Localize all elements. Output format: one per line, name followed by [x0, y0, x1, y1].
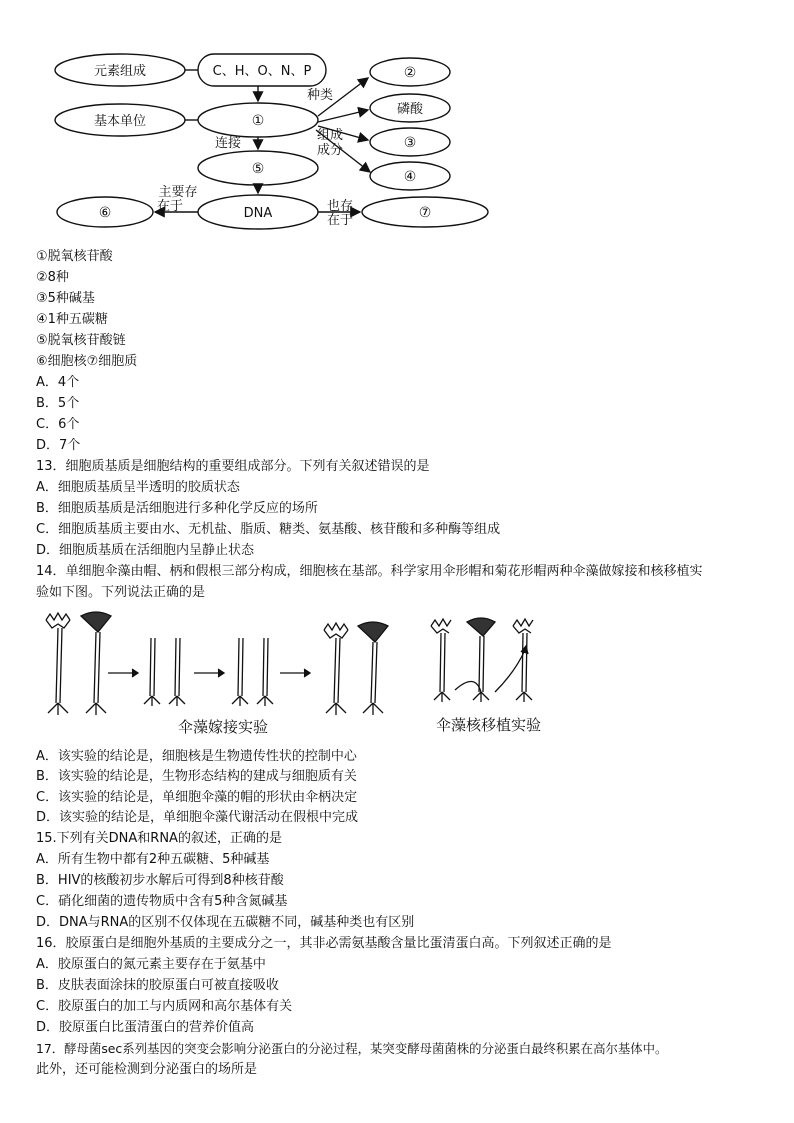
q14-stem-2: 验如下图。下列说法正确的是 — [36, 585, 206, 600]
transplant-plant-2 — [467, 618, 495, 702]
q14-stem-1: 14．单细胞伞藻由帽、柄和假根三部分构成，细胞核在基部。科学家用伞形帽和菊花形帽两种伞藻做嫁接和核移植实 — [36, 564, 703, 579]
node-dna-text: DNA — [243, 206, 273, 221]
label-connect: 连接 — [214, 136, 242, 151]
acetabularia-transplant-illustration — [425, 612, 555, 707]
q15-option-c: C．硝化细菌的遗传物质中含有5种含氮碱基 — [36, 894, 288, 909]
q13-option-b: B．细胞质基质是活细胞进行多种化学反应的场所 — [36, 501, 318, 516]
label-kinds: 种类 — [306, 88, 334, 103]
caption-graft-experiment: 伞藻嫁接实验 — [178, 718, 269, 736]
q14-option-d: D．该实验的结论是，单细胞伞藻代谢活动在假根中完成 — [36, 810, 359, 825]
q12-option-a: A．4个 — [36, 375, 80, 390]
q12-option-b: B．5个 — [36, 396, 80, 411]
node-phosphate-text: 磷酸 — [396, 102, 424, 117]
q13-option-d: D．细胞质基质在活细胞内呈静止状态 — [36, 543, 255, 558]
node-4-text: ④ — [403, 169, 417, 185]
q14-option-b: B．该实验的结论是，生物形态结构的建成与细胞质有关 — [36, 769, 357, 784]
graft-plant-2 — [81, 612, 111, 715]
node-3-text: ③ — [403, 135, 417, 151]
transplant-arrow-1 — [455, 681, 481, 692]
q14-option-c: C．该实验的结论是，单细胞伞藻的帽的形状由伞柄决定 — [36, 790, 358, 805]
graft-result-plants — [324, 622, 388, 715]
q15-option-d: D．DNA与RNA的区别不仅体现在五碳糖不同，碱基种类也有区别 — [36, 915, 415, 930]
transplant-plant-1 — [431, 619, 451, 702]
q16-option-c: C．胶原蛋白的加工与内质网和高尔基体有关 — [36, 999, 293, 1014]
q15-option-a: A．所有生物中都有2种五碳糖、5种碱基 — [36, 852, 270, 867]
node-1-text: ① — [251, 113, 265, 129]
node-6-text: ⑥ — [98, 205, 112, 221]
label-also-in-1: 也存 — [326, 199, 354, 214]
q15-option-b: B．HIV的核酸初步水解后可得到8种核苷酸 — [36, 873, 284, 888]
node-2-text: ② — [403, 65, 417, 81]
q16-option-b: B．皮肤表面涂抹的胶原蛋白可被直接吸收 — [36, 978, 279, 993]
q12-item-3: ③5种碱基 — [36, 291, 95, 306]
node-5-text: ⑤ — [251, 161, 265, 177]
label-composition-1: 组成 — [316, 128, 344, 143]
q13-option-a: A．细胞质基质呈半透明的胶质状态 — [36, 480, 240, 495]
q17-stem-1: 17．酵母菌sec系列基因的突变会影响分泌蛋白的分泌过程，某突变酵母菌菌株的分泌蛋白最终积累在高尔基体中。 — [36, 1041, 668, 1056]
q17-stem-2: 此外，还可能检测到分泌蛋白的场所是 — [36, 1062, 258, 1077]
q12-item-5: ⑤脱氧核苷酸链 — [36, 333, 126, 348]
q15-stem: 15.下列有关DNA和RNA的叙述，正确的是 — [36, 831, 282, 846]
label-composition-2: 成分 — [316, 143, 344, 158]
q12-item-4: ④1种五碳糖 — [36, 312, 108, 327]
node-basic-unit-text: 基本单位 — [93, 114, 147, 129]
acetabularia-graft-illustration — [36, 608, 396, 723]
graft-stalks-step-2 — [232, 638, 273, 706]
graft-stalks-step-1 — [144, 638, 185, 706]
q14-option-a: A．该实验的结论是，细胞核是生物遗传性状的控制中心 — [36, 749, 357, 764]
nucleic-acid-concept-diagram — [40, 50, 510, 240]
q13-stem: 13．细胞质基质是细胞结构的重要组成部分。下列有关叙述错误的是 — [36, 459, 430, 474]
q12-item-2: ②8种 — [36, 270, 69, 285]
label-also-in-2: 在于 — [326, 213, 354, 228]
q16-stem: 16．胶原蛋白是细胞外基质的主要成分之一，其非必需氨基酸含量比蛋清蛋白高。下列叙述正确的是 — [36, 936, 612, 951]
q16-option-d: D．胶原蛋白比蛋清蛋白的营养价值高 — [36, 1020, 255, 1035]
q16-option-a: A．胶原蛋白的氮元素主要存在于氨基中 — [36, 957, 266, 972]
graft-plant-1 — [46, 613, 70, 715]
node-elements-list-text: C、H、O、N、P — [212, 64, 312, 79]
q13-option-c: C．细胞质基质主要由水、无机盐、脂质、糖类、氨基酸、核苷酸和多种酶等组成 — [36, 522, 501, 537]
q12-item-1: ①脱氧核苷酸 — [36, 249, 113, 264]
transplant-result-plant — [513, 619, 533, 702]
caption-transplant-experiment: 伞藻核移植实验 — [436, 716, 542, 734]
label-mainly-in-1: 主要存 — [158, 185, 198, 200]
q12-option-c: C．6个 — [36, 417, 80, 432]
transplant-arrow-2 — [495, 650, 525, 692]
label-mainly-in-2: 在于 — [156, 199, 184, 214]
node-element-text: 元素组成 — [93, 64, 147, 79]
node-7-text: ⑦ — [418, 205, 432, 221]
q12-item-6: ⑥细胞核⑦细胞质 — [36, 354, 138, 369]
q12-option-d: D．7个 — [36, 438, 81, 453]
